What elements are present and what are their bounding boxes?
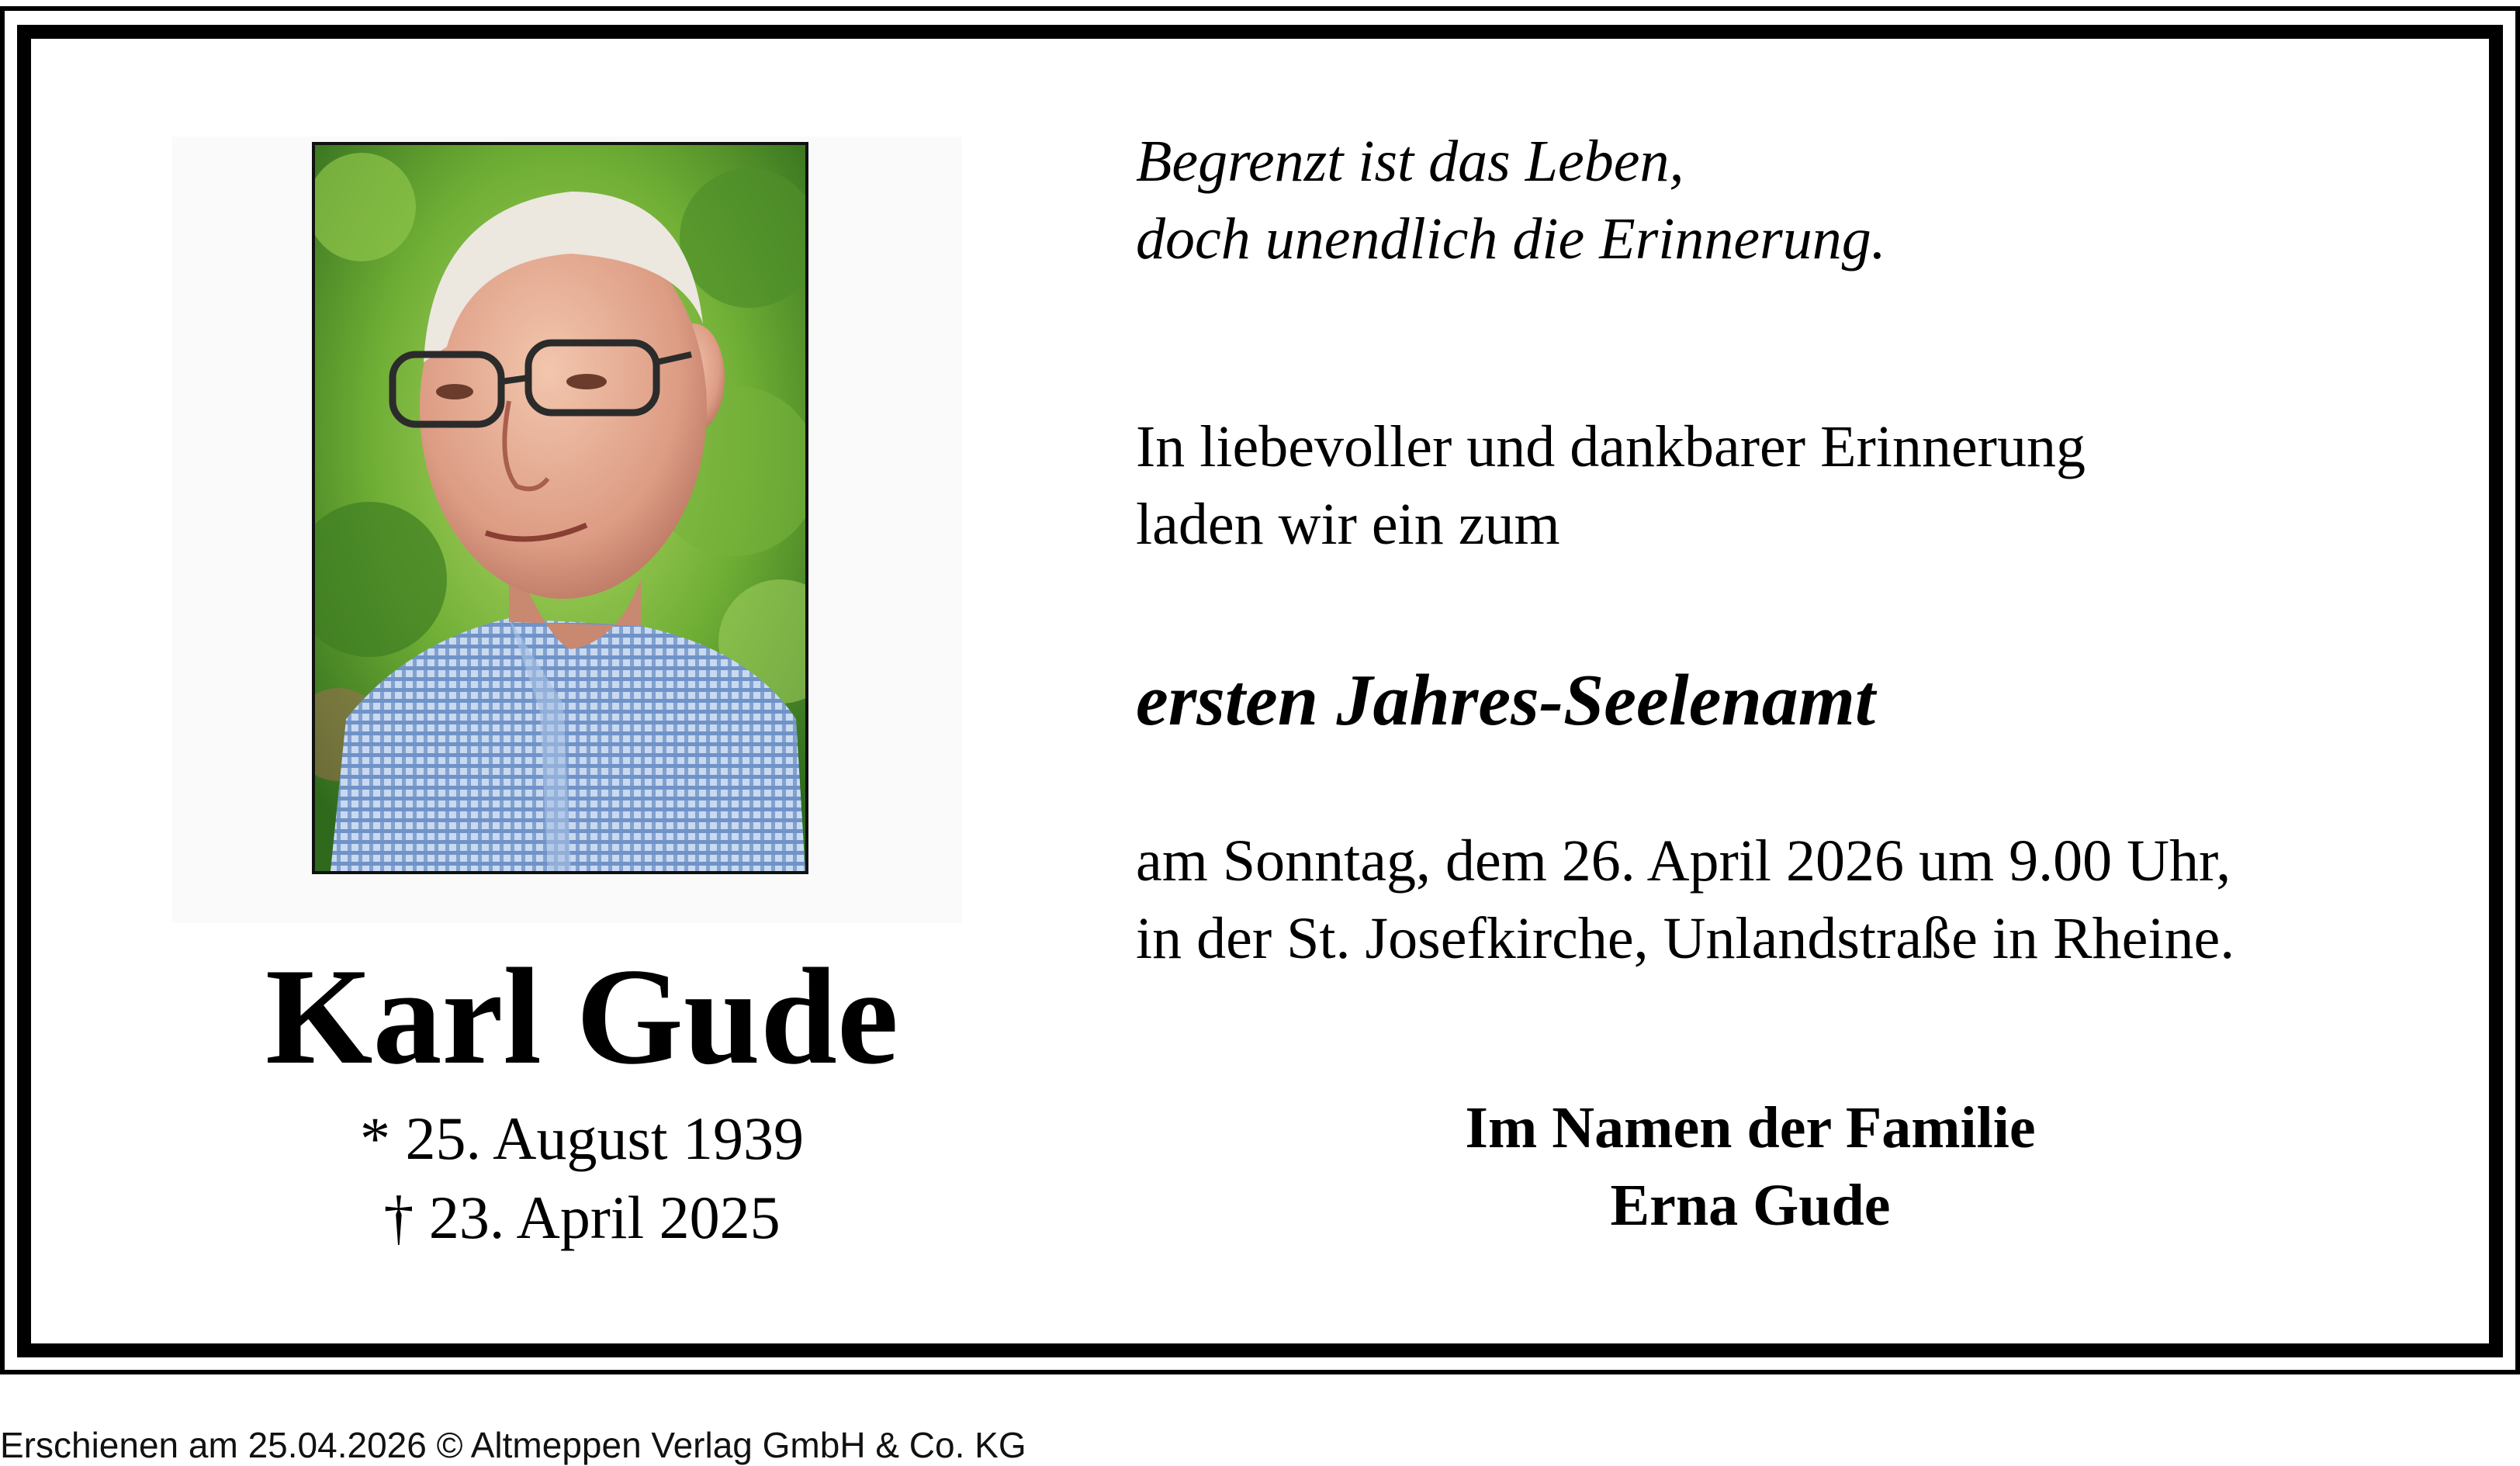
service-details [1136, 822, 2234, 977]
family-signature [1362, 1089, 2138, 1244]
portrait-image [315, 145, 805, 871]
invitation-line-1: In liebevoller und dankbarer Erinnerung [1136, 414, 2086, 479]
service-location-line: in der St. Josefkirche, Unlandstraße in Rheine. [1136, 906, 2235, 971]
invitation-line-2: laden wir ein zum [1136, 492, 1560, 557]
birth-date: * 25. August 1939 [359, 1105, 805, 1172]
deceased-name: Karl Gude [265, 939, 898, 1093]
signature-line-2: Erna Gude [1610, 1173, 1891, 1238]
quote-line-2: doch unendlich die Erinnerung. [1136, 206, 1886, 271]
portrait-photo [312, 142, 808, 874]
publication-footer: Erschienen am 25.04.2026 © Altmeppen Verlag GmbH & Co. KG [0, 1425, 1026, 1465]
memorial-quote [1136, 123, 1886, 278]
service-date-line: am Sonntag, dem 26. April 2026 um 9.00 Uhr, [1136, 828, 2231, 894]
death-date: † 23. April 2025 [383, 1184, 781, 1251]
invitation-text [1136, 408, 2086, 563]
quote-line-1: Begrenzt ist das Leben, [1136, 129, 1684, 194]
service-title: ersten Jahres-Seelenamt [1136, 660, 1876, 741]
signature-line-1: Im Namen der Familie [1465, 1095, 2036, 1160]
